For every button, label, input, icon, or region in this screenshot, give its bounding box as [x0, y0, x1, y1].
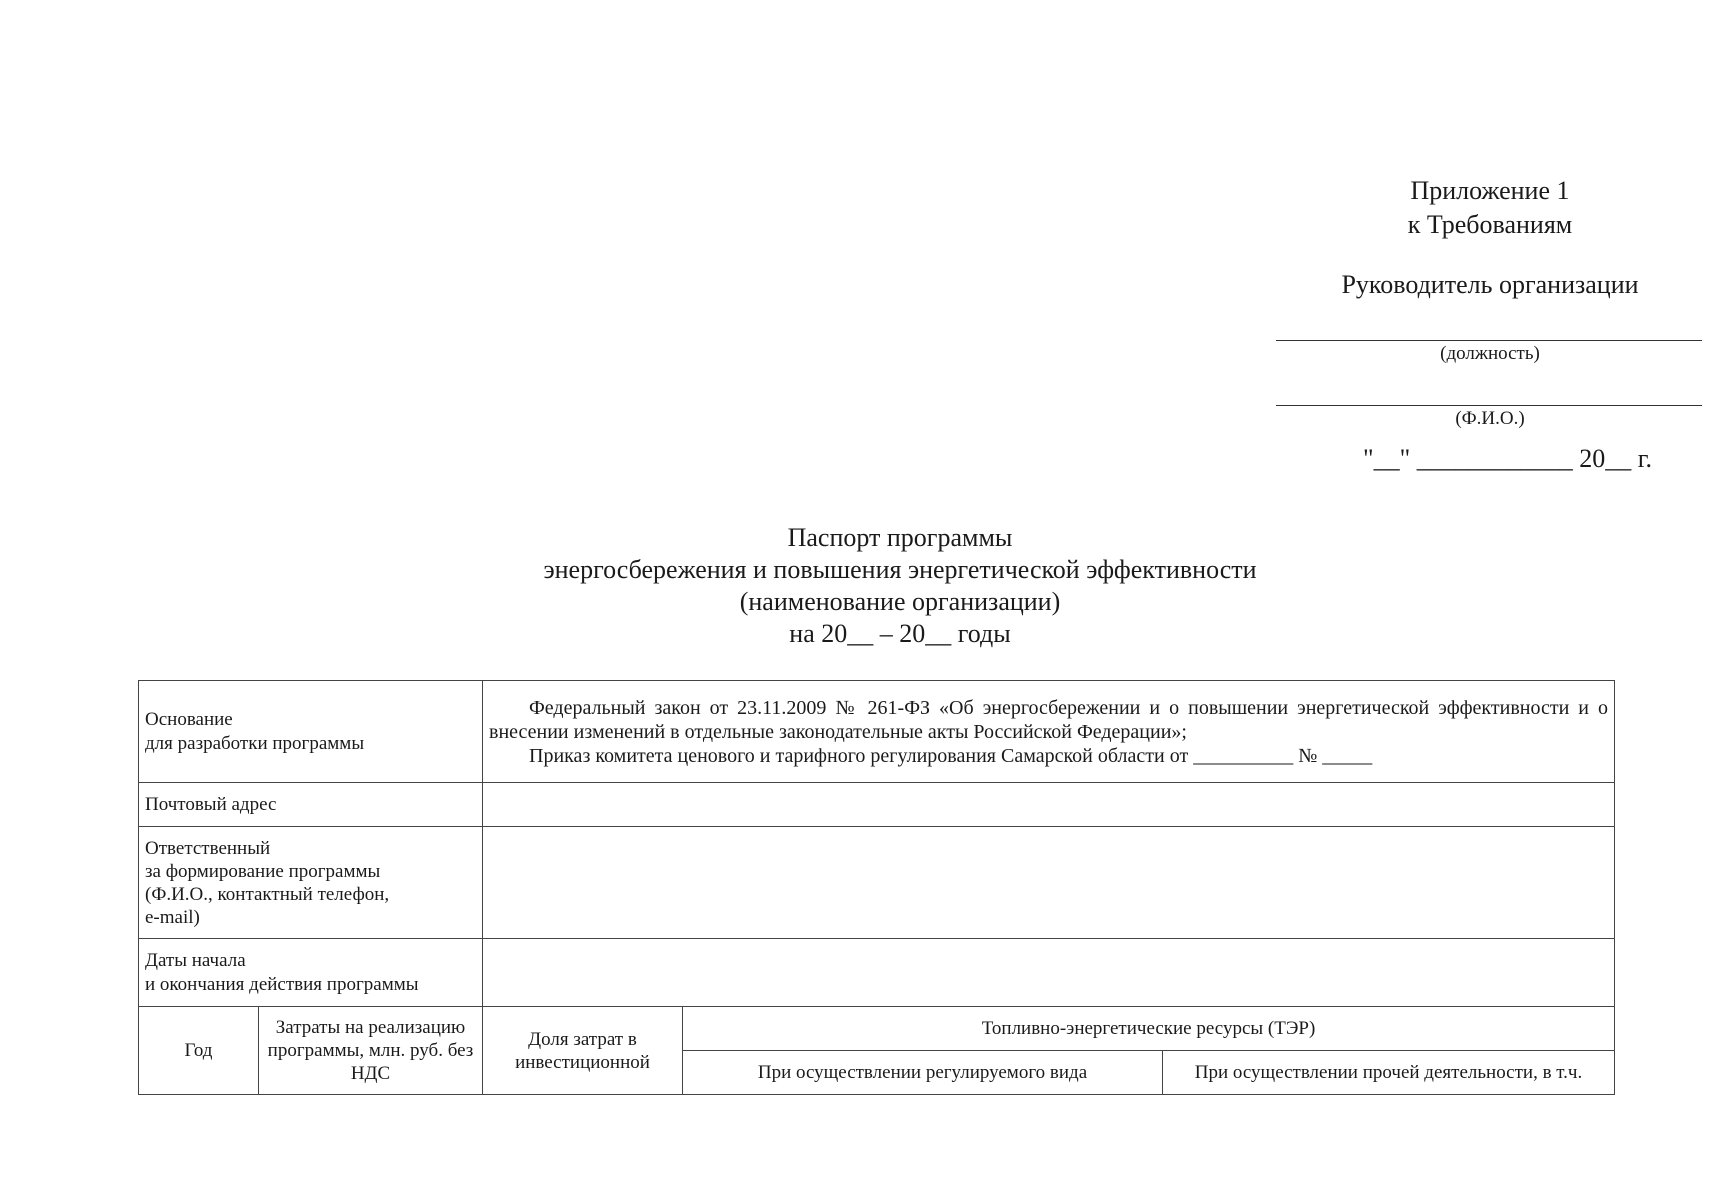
fio-field[interactable]	[1276, 367, 1702, 406]
table-row	[139, 827, 1615, 939]
passport-table	[138, 680, 1615, 1095]
approval-date[interactable]: "__" ____________ 20__ г.	[1363, 444, 1652, 473]
title-line-2: энергосбережения и повышения энергетической эффективности	[543, 555, 1257, 584]
dates-value[interactable]	[483, 939, 1615, 1007]
col-ter-header: Топливно-энергетические ресурсы (ТЭР)	[683, 1007, 1615, 1051]
table-row	[139, 681, 1615, 783]
position-field[interactable]	[1276, 302, 1702, 341]
position-caption: (должность)	[1440, 343, 1540, 364]
document-title	[400, 522, 1400, 650]
table-row	[139, 939, 1615, 1007]
basis-label: Основание для разработки программы	[139, 681, 483, 783]
responsible-value[interactable]	[483, 827, 1615, 939]
appendix-reference: к Требованиям	[1407, 210, 1573, 239]
responsible-label: Ответственный за формирование программы (Ф.И.О., контактный телефон, e-mail)	[139, 827, 483, 939]
table-row	[139, 783, 1615, 827]
col-costs-header: Затраты на реализацию программы, млн. руб. без НДС	[259, 1007, 483, 1095]
col-year-header: Год	[139, 1007, 259, 1095]
title-line-3: (наименование организации)	[739, 587, 1061, 616]
col-other-header: При осуществлении прочей деятельности, в т.ч.	[1163, 1051, 1615, 1095]
head-title: Руководитель организации	[1341, 270, 1639, 299]
postal-label: Почтовый адрес	[139, 783, 483, 827]
dates-label: Даты начала и окончания действия программы	[139, 939, 483, 1007]
appendix-number: Приложение 1	[1410, 176, 1570, 205]
col-share-header: Доля затрат в инвестиционной	[483, 1007, 683, 1095]
col-regulated-header: При осуществлении регулируемого вида	[683, 1051, 1163, 1095]
basis-content	[483, 681, 1615, 783]
title-line-1: Паспорт программы	[787, 523, 1013, 552]
fio-caption: (Ф.И.О.)	[1455, 408, 1525, 429]
postal-value[interactable]	[483, 783, 1615, 827]
table-row	[139, 1007, 1615, 1051]
basis-law: Федеральный закон от 23.11.2009 № 261-ФЗ «Об энергосбережении и о повышении энергетической эффективности и о внесении изменений в отдельные законодательные акты Российской Федерации»;	[489, 696, 1609, 743]
title-line-4: на 20__ – 20__ годы	[789, 619, 1011, 648]
basis-order: Приказ комитета ценового и тарифного регулирования Самарской области от __________ № _____	[529, 744, 1373, 767]
approval-block	[1268, 174, 1712, 476]
